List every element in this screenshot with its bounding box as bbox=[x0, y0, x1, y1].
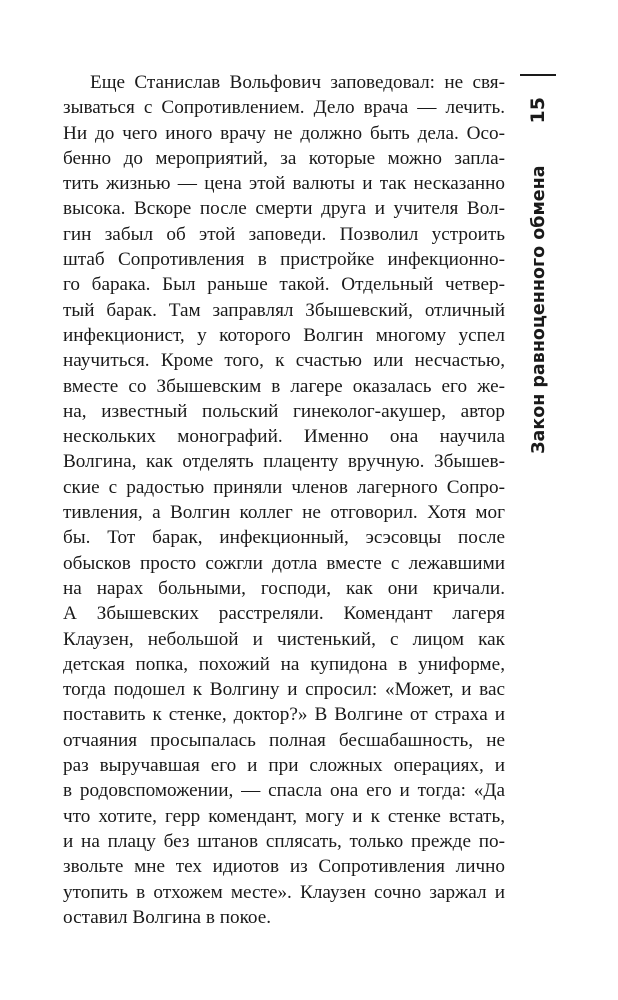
text-line: на нарах больными, господи, как они кричали. bbox=[63, 577, 505, 599]
text-line: вместе со Збышевским в лагере оказалась его же- bbox=[63, 375, 505, 397]
text-line: научиться. Кроме того, к счастью или несчастью, bbox=[63, 350, 505, 372]
text-line: штаб Сопротивления в пристройке инфекционно- bbox=[63, 249, 505, 271]
text-line: Ни до чего иного врачу не должно быть дела. Осо- bbox=[63, 122, 505, 144]
running-header bbox=[523, 97, 553, 657]
header-rule bbox=[520, 74, 556, 76]
text-line: тый барак. Там заправлял Збышевский, отличный bbox=[63, 299, 505, 321]
text-line: гин забыл об этой заповеди. Позволил устроить bbox=[63, 223, 505, 245]
text-line: на, известный польский гинеколог-акушер, автор bbox=[63, 400, 505, 422]
text-line: Волгина, как отделять плаценту вручную. Збышев- bbox=[63, 451, 505, 473]
running-header-rotated bbox=[523, 97, 553, 657]
text-line: и на плацу без штанов сплясать, только прежде по- bbox=[63, 830, 505, 852]
text-line: оставил Волгина в покое. bbox=[63, 906, 272, 928]
text-line: Клаузен, небольшой и чистенький, с лицом как bbox=[63, 628, 505, 650]
text-line: го барака. Был раньше такой. Отдельный четвер- bbox=[63, 274, 505, 296]
text-line: бы. Тот барак, инфекционный, эсэсовцы после bbox=[63, 527, 505, 549]
text-line: Еще Станислав Вольфович заповедовал: не свя- bbox=[90, 72, 505, 93]
text-line: А Збышевских расстреляли. Комендант лагеря bbox=[63, 603, 505, 625]
text-line: раз выручавшая его и при сложных операциях, и bbox=[63, 755, 505, 777]
page-number: 15 bbox=[527, 97, 549, 124]
running-title: Закон равноценного обмена bbox=[529, 165, 549, 454]
text-line: в родовспоможении, — спасла она его и тогда: «Да bbox=[63, 780, 505, 802]
text-line: тивления, а Волгин коллег не отговорил. Хотя мог bbox=[63, 502, 505, 524]
text-line: звольте мне тех идиотов из Сопротивления лично bbox=[63, 856, 505, 878]
text-line: нескольких монографий. Именно она научила bbox=[63, 426, 505, 448]
text-line: высока. Вскоре после смерти друга и учителя Вол- bbox=[63, 198, 505, 220]
text-line: тить жизнью — цена этой валюты и так несказанно bbox=[63, 173, 505, 195]
text-line: утопить в отхожем месте». Клаузен сочно заржал и bbox=[63, 881, 505, 903]
text-line: детская попка, похожий на купидона в униформе, bbox=[63, 653, 505, 675]
text-line: бенно до мероприятий, за которые можно запла- bbox=[63, 147, 505, 169]
body-text bbox=[63, 70, 505, 930]
text-line: тогда подошел к Волгину и спросил: «Может, и вас bbox=[63, 679, 505, 701]
text-line: отчаяния просыпалась полная бесшабашность, не bbox=[63, 729, 505, 751]
text-line: обысков просто сожгли дотла вместе с лежавшими bbox=[63, 552, 505, 574]
text-line: что хотите, герр комендант, могу и к стенке встать, bbox=[63, 805, 505, 827]
text-line: инфекционист, у которого Волгин многому успел bbox=[63, 324, 505, 346]
text-line: зываться с Сопротивлением. Дело врача — лечить. bbox=[63, 97, 505, 119]
text-line: поставить к стенке, доктор?» В Волгине от страха и bbox=[63, 704, 505, 726]
text-line: ские с радостью приняли членов лагерного Сопро- bbox=[63, 476, 505, 498]
